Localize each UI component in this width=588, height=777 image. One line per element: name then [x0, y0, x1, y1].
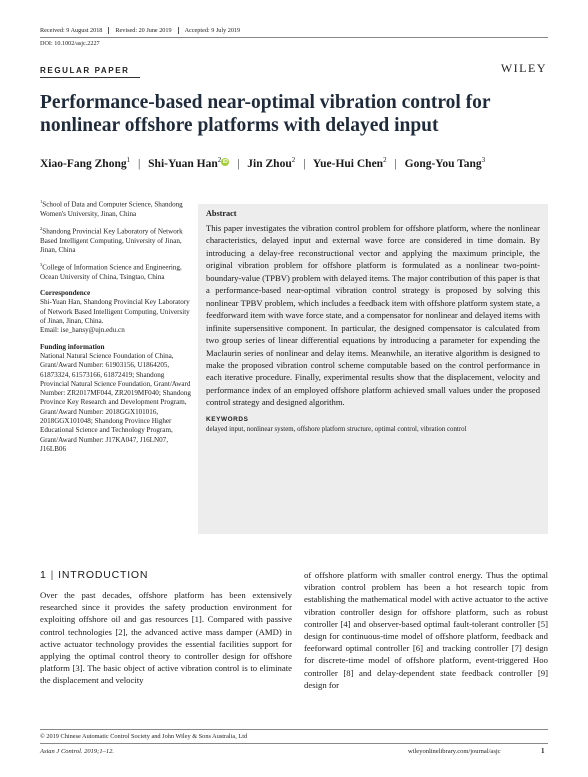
author-affiliation-mark: 2	[217, 156, 222, 164]
author-name[interactable]: Xiao-Fang Zhong	[40, 157, 127, 170]
affiliation: $^3$College of Information Science and Engineering, Ocean University of China, Tsingtao, China	[40, 262, 182, 281]
date-bar	[40, 27, 548, 34]
journal-website-link[interactable]: wileyonlinelibrary.com/journal/asjc	[408, 748, 501, 755]
section-title: INTRODUCTION	[58, 569, 149, 581]
affiliation: $^2$Shandong Provincial Key Laboratory of Network Based Intelligent Computing, University of Jinan, Jinan, China	[40, 225, 183, 254]
affiliation: $^1$School of Data and Computer Science, Shandong Women's University, Jinan, China	[40, 199, 183, 218]
section-number: 1	[40, 569, 47, 581]
revised-date: Revised: 20 June 2019	[115, 27, 178, 34]
publisher-logo: WILEY	[500, 61, 547, 75]
author-separator: |	[137, 157, 141, 170]
abstract-text: This paper investigates the vibration control problem for offshore platform, where the nonlinear characteristics, delayed input and external wave force are considered in time domain. By introducing a delay-free reconstructional vector and applying the maximum principle, the original vibration problem for offshore platform is formulated as a nonlinear two-point-boundary-value (TPBV) problem with delayed items. The major contribution of this paper is that a performance-based near-optimal vibration control strategy is proposed by solving this nonlinear TPBV problem, which includes a feedback item with offshore platform system state, a feedforward item with wave force state, and a compensator for nonlinear and delayed items with infinite supersensitive component. In particular, the designed compensator is calculated from two group series of linear differential equations by introducing a parameter for expending the Maclaurin series of nonlinear and delay items. Meanwhile, an iterative algorithm is designed to make the proposed vibration control scheme computable based on the control performance in each iterative procedure. Finally, experimental results show that the displacement, velocity and performance index of an employed offshore platform achieved small values under the proposed control strategy and designed algorithm.	[206, 223, 540, 408]
author-separator: |	[237, 157, 240, 170]
section-tag: REGULAR PAPER	[40, 66, 130, 75]
author-affiliation-mark: 1	[126, 156, 131, 164]
body-column-right: of offshore platform with smaller control energy. Thus the optimal vibration control problem has been a hot research topic from establishing the mathematical model with active actuator to the active vibration controller design for offshore platform, such as robust controller [4] and observer-based optimal fault-tolerant controller [5] design for continuous-time model of offshore platform, feedback and feeforward optimal controller [6] and tracking controller [7] design for discrete-time model of offshore platform, event-triggered Hoo controller [8] and delay-dependent state feedback controller [9] design for	[304, 570, 548, 690]
author-affiliation-mark: 2	[383, 156, 387, 164]
orcid-icon[interactable]: iD	[222, 158, 228, 165]
author-separator: |	[394, 157, 397, 170]
keywords-list: delayed input, nonlinear system, offshore platform structure, optimal control, vibration control	[206, 425, 467, 433]
received-date: Received: 9 August 2018	[40, 27, 109, 34]
funding-heading: Funding information	[40, 342, 105, 351]
author-name[interactable]: Jin Zhou	[247, 157, 292, 170]
author-name[interactable]: Yue-Hui Chen	[312, 157, 384, 170]
author-list	[40, 156, 560, 170]
article-sidebar	[40, 197, 192, 454]
footer-rule	[40, 729, 548, 730]
page-number: 1	[541, 747, 545, 755]
correspondence-text: Shi-Yuan Han, Shandong Provincial Key Laboratory of Network Based Intelligent Computing, University of Jinan, Jinan, China.	[40, 298, 190, 326]
accepted-date: Accepted: 9 July 2019	[184, 27, 241, 34]
correspondence-heading: Correspondence	[40, 289, 91, 298]
body-column-left: Over the past decades, offshore platform has been extensively researched since it provides the safety production environment for exploiting offshore oil and gas resources [1]. Compared with passive control technologies [2], the advanced active mass damper (AMD) in active actuator technology provides the essential facilities support for applying the optimal control theory to controller design for offshore platform [3]. The basic object of active vibration control is to eliminate the displacement and velocity	[40, 590, 292, 686]
doi[interactable]: DOI: 10.1002/asjc.2227	[40, 40, 100, 47]
funding-text: National Natural Science Foundation of China, Grant/Award Number: 61903156, U1864205, 61873324, 61573166, 61872419; Shandong Provincial Natural Science Foundation, Grant/Award Number: ZR2017MF044, ZR2019MF040; Shandong Province Key Research and Development Program, Grant/Award Number: 2018GGX101016, 2018GGX101048; Shandong Province Higher Educational Science and Technology Program, Grant/Award Number: J17KA047, J16LN07, J16LB06	[40, 351, 191, 453]
header-rule	[40, 37, 548, 38]
keywords-heading: KEYWORDS	[206, 415, 249, 423]
author-name[interactable]: Gong-You Tang	[404, 157, 482, 170]
article-title: Performance-based near-optimal vibration control for nonlinear offshore platforms with delayed input	[40, 92, 491, 136]
introduction-heading	[40, 569, 148, 581]
heading-separator: |	[50, 569, 55, 581]
section-tag-rule	[40, 77, 140, 78]
author-name[interactable]: Shi-Yuan Han	[148, 157, 218, 170]
journal-citation: Asian J Control. 2019;1–12.	[40, 748, 114, 755]
abstract-box	[198, 204, 548, 534]
abstract-heading: Abstract	[206, 209, 237, 218]
footer-rule	[40, 743, 548, 744]
author-affiliation-mark: 2	[291, 156, 296, 164]
author-affiliation-mark: 3	[481, 156, 486, 164]
correspondence-email[interactable]: Email: ise_hansy@ujn.edu.cn	[40, 326, 125, 335]
author-separator: |	[303, 157, 306, 170]
copyright-notice: © 2019 Chinese Automatic Control Society and John Wiley & Sons Australia, Ltd	[40, 733, 248, 740]
